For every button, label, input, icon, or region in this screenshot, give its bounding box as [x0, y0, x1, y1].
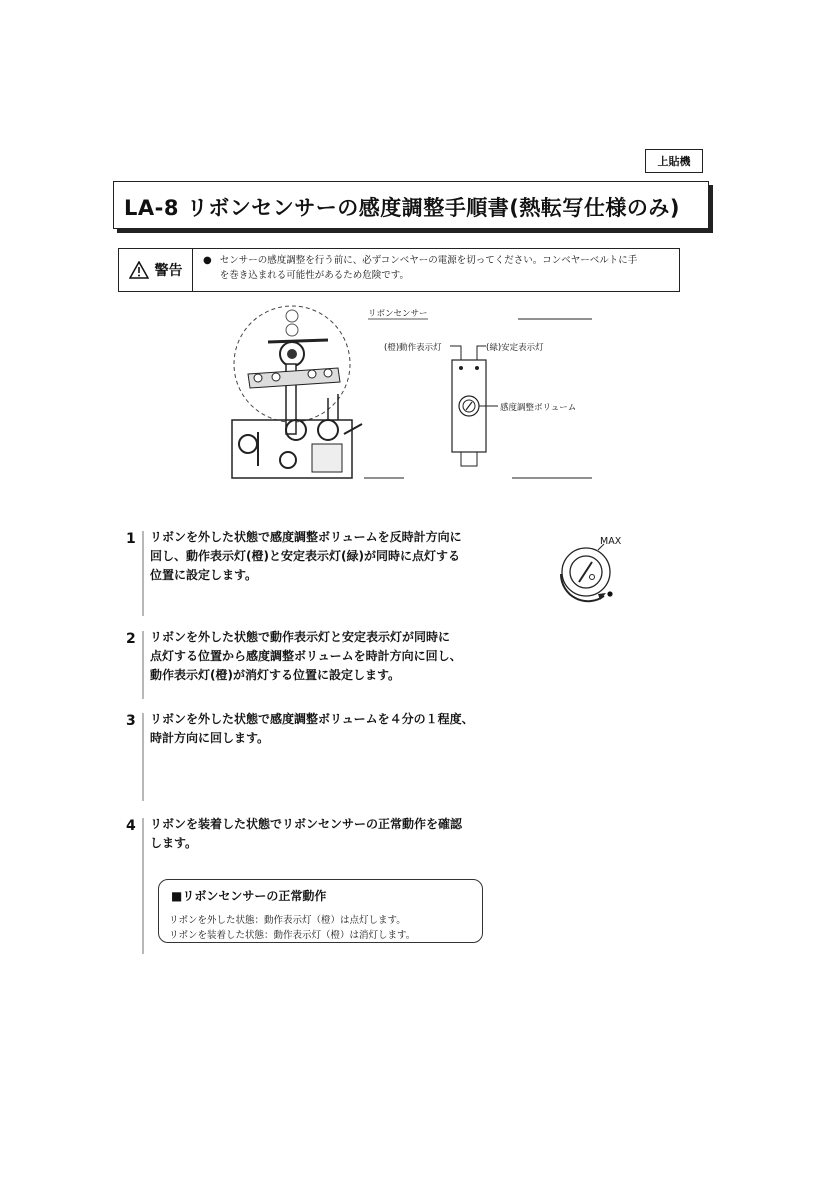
step-text-line: 位置に設定します。 — [150, 568, 258, 582]
step-text-line: リボンを外した状態で感度調整ボリュームを反時計方向に — [150, 530, 462, 544]
volume-dial-illustration — [546, 536, 628, 618]
max-label: MAX — [600, 536, 622, 547]
sensitivity-volume-label: 感度調整ボリューム — [500, 403, 577, 413]
machine-type-tag: 上貼機 — [645, 149, 703, 173]
document-title: LA-8 リボンセンサーの感度調整手順書(熱転写仕様のみ) — [124, 196, 680, 220]
stability-lamp-label: (緑)安定表示灯 — [486, 343, 544, 353]
sensor-diagram — [228, 302, 600, 484]
step-text-line: リボンを外した状態で動作表示灯と安定表示灯が同時に — [150, 630, 451, 644]
step-text-line: 点灯する位置から感度調整ボリュームを時計方向に回し、 — [150, 649, 462, 663]
warning-line-1: センサーの感度調整を行う前に、必ずコンベヤーの電源を切ってください。コンベヤーベルトに手 — [219, 255, 638, 266]
step-text-line: 回し、動作表示灯(橙)と安定表示灯(緑)が同時に点灯する — [150, 549, 460, 563]
step-number: 2 — [126, 631, 136, 647]
ribbon-sensor-label: リボンセンサー — [368, 309, 428, 319]
operation-lamp-label: (橙)動作表示灯 — [384, 343, 442, 353]
step-1 — [126, 530, 494, 616]
step-text-line: リボンを外した状態で感度調整ボリュームを４分の１程度、 — [150, 712, 474, 726]
warning-line-2: を巻き込まれる可能性があるため危険です。 — [219, 270, 409, 281]
note-title: ■リボンセンサーの正常動作 — [171, 889, 327, 903]
warning-label-cell — [119, 249, 193, 291]
document-title-box — [113, 181, 709, 229]
warning-triangle-icon — [129, 261, 149, 279]
warning-box — [118, 248, 680, 292]
step-2 — [126, 630, 494, 699]
step-number: 1 — [126, 531, 136, 547]
step-text-line: 動作表示灯(橙)が消灯する位置に設定します。 — [150, 668, 401, 682]
normal-operation-note — [158, 879, 483, 943]
note-line-1: リボンを外した状態：動作表示灯（橙）は点灯します。 — [169, 915, 406, 926]
dial-icon — [546, 536, 628, 618]
warning-label: 警告 — [154, 263, 183, 279]
warning-text — [193, 249, 645, 291]
warning-bullet: ● — [203, 255, 212, 266]
machine-illustration — [228, 302, 600, 484]
note-line-2: リボンを装着した状態：動作表示灯（橙）は消灯します。 — [169, 930, 416, 941]
step-text-line: リボンを装着した状態でリボンセンサーの正常動作を確認 — [150, 817, 463, 831]
step-number: 3 — [126, 713, 136, 729]
step-number: 4 — [126, 818, 136, 834]
step-text-line: します。 — [150, 836, 198, 850]
step-text-line: 時計方向に回します。 — [150, 731, 270, 745]
step-3 — [126, 712, 494, 801]
